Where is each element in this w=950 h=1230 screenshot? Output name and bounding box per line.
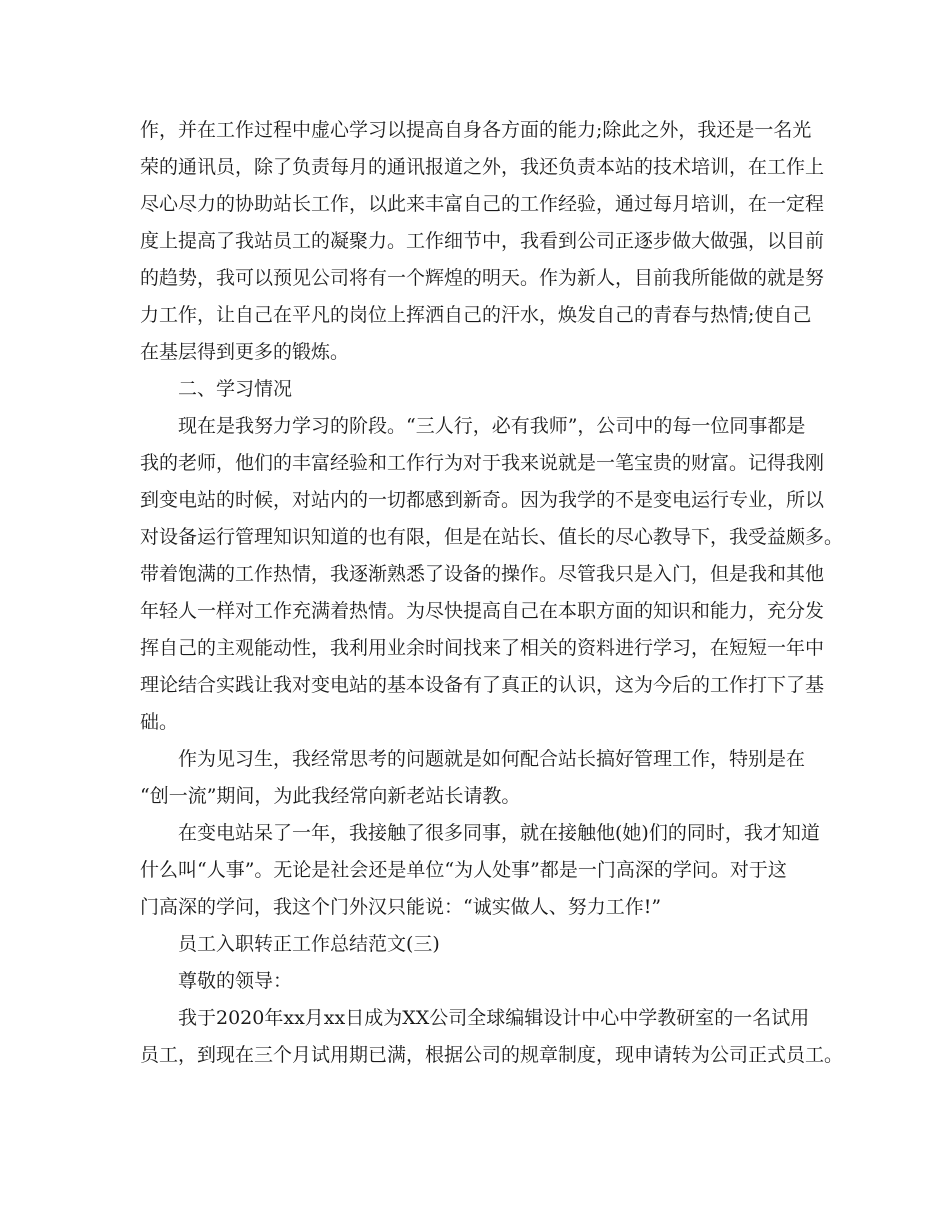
text-line: 年轻人一样对工作充满着热情。为尽快提高自己在本职方面的知识和能力，充分发 — [140, 600, 825, 622]
text-line: 对设备运行管理知识知道的也有限，但是在站长、值长的尽心教导下，我受益颇多。 — [140, 526, 844, 548]
text-line: 的趋势，我可以预见公司将有一个辉煌的明天。作为新人，目前我所能做的就是努 — [140, 267, 825, 289]
text-line: 带着饱满的工作热情，我逐渐熟悉了设备的操作。尽管我只是入门，但是我和其他 — [140, 563, 825, 585]
text-line: 到变电站的时候，对站内的一切都感到新奇。因为我学的不是变电运行专业，所以 — [140, 489, 825, 511]
text-line: 荣的通讯员，除了负责每月的通讯报道之外，我还负责本站的技术培训，在工作上 — [140, 156, 825, 178]
section-heading: 员工入职转正工作总结范文(三) — [178, 933, 440, 955]
text-line: 员工，到现在三个月试用期已满，根据公司的规章制度，现申请转为公司正式员工。 — [140, 1044, 844, 1066]
text-line: 力工作，让自己在平凡的岗位上挥洒自己的汗水，焕发自己的青春与热情;使自己 — [140, 304, 812, 326]
text-line: 尽心尽力的协助站长工作，以此来丰富自己的工作经验，通过每月培训，在一定程 — [140, 193, 825, 215]
text-line: “创一流”期间，为此我经常向新老站长请教。 — [140, 785, 521, 807]
text-line: 什么叫“人事”。无论是社会还是单位“为人处事”都是一门高深的学问。对于这 — [140, 859, 787, 881]
text-line: 理论结合实践让我对变电站的基本设备有了真正的认识，这为今后的工作打下了基 — [140, 674, 825, 696]
text-line: 挥自己的主观能动性，我利用业余时间找来了相关的资料进行学习，在短短一年中 — [140, 637, 825, 659]
salutation: 尊敬的领导： — [178, 970, 293, 992]
text-line: 作为见习生，我经常思考的问题就是如何配合站长搞好管理工作，特别是在 — [178, 748, 806, 770]
text-line: 在基层得到更多的锻炼。 — [140, 341, 350, 363]
text-line: 础。 — [140, 711, 179, 733]
text-line: 我于2020年xx月xx日成为XX公司全球编辑设计中心中学教研室的一名试用 — [178, 1007, 810, 1029]
text-line: 度上提高了我站员工的凝聚力。工作细节中，我看到公司正逐步做大做强，以目前 — [140, 230, 825, 252]
text-line: 在变电站呆了一年，我接触了很多同事，就在接触他(她)们的同时，我才知道 — [178, 822, 820, 844]
section-heading: 二、学习情况 — [178, 378, 293, 400]
text-line: 门高深的学问，我这个门外汉只能说：“诚实做人、努力工作!” — [140, 896, 662, 918]
text-line: 现在是我努力学习的阶段。“三人行，必有我师”，公司中的每一位同事都是 — [178, 415, 806, 437]
text-line: 我的老师，他们的丰富经验和工作行为对于我来说就是一笔宝贵的财富。记得我刚 — [140, 452, 825, 474]
text-line: 作，并在工作过程中虚心学习以提高自身各方面的能力;除此之外，我还是一名光 — [140, 119, 812, 141]
